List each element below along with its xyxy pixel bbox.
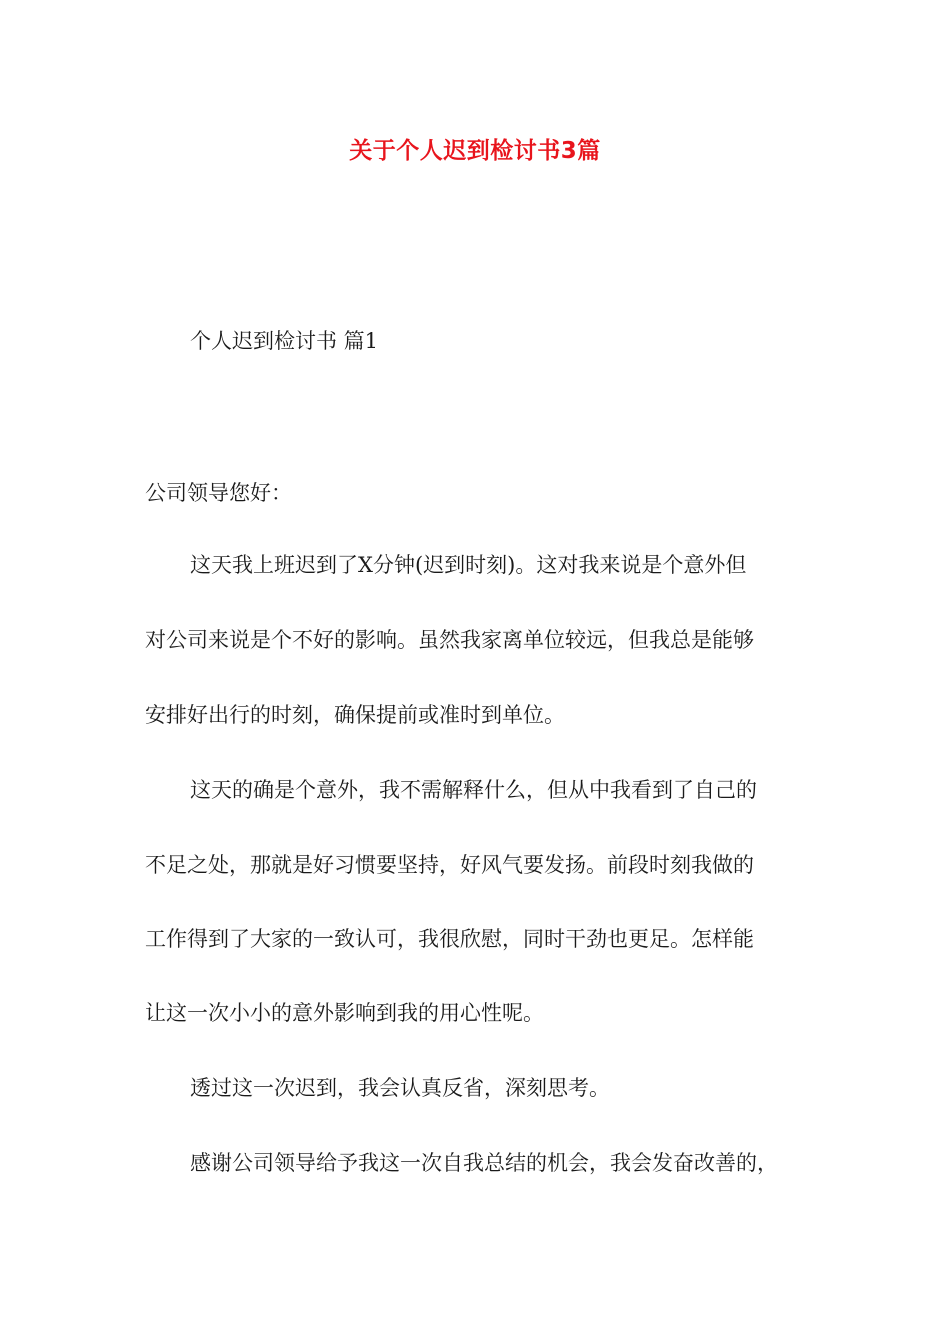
salutation: 公司领导您好：	[145, 481, 292, 505]
paragraph-line: 这天我上班迟到了X分钟(迟到时刻)。这对我来说是个意外但	[190, 553, 747, 577]
paragraph-line: 不足之处，那就是好习惯要坚持，好风气要发扬。前段时刻我做的	[145, 853, 754, 877]
paragraph-line: 这天的确是个意外，我不需解释什么，但从中我看到了自己的	[190, 778, 757, 802]
paragraph-line: 对公司来说是个不好的影响。虽然我家离单位较远，但我总是能够	[145, 628, 754, 652]
document-title: 关于个人迟到检讨书3篇	[349, 138, 601, 164]
paragraph-line: 让这一次小小的意外影响到我的用心性呢。	[145, 1001, 544, 1025]
paragraph-line: 工作得到了大家的一致认可，我很欣慰，同时干劲也更足。怎样能	[145, 927, 754, 951]
paragraph-line: 安排好出行的时刻，确保提前或准时到单位。	[145, 703, 565, 727]
section-heading: 个人迟到检讨书 篇1	[190, 329, 379, 353]
paragraph-line: 感谢公司领导给予我这一次自我总结的机会，我会发奋改善的，	[190, 1151, 778, 1175]
paragraph-line: 透过这一次迟到，我会认真反省，深刻思考。	[190, 1076, 610, 1100]
